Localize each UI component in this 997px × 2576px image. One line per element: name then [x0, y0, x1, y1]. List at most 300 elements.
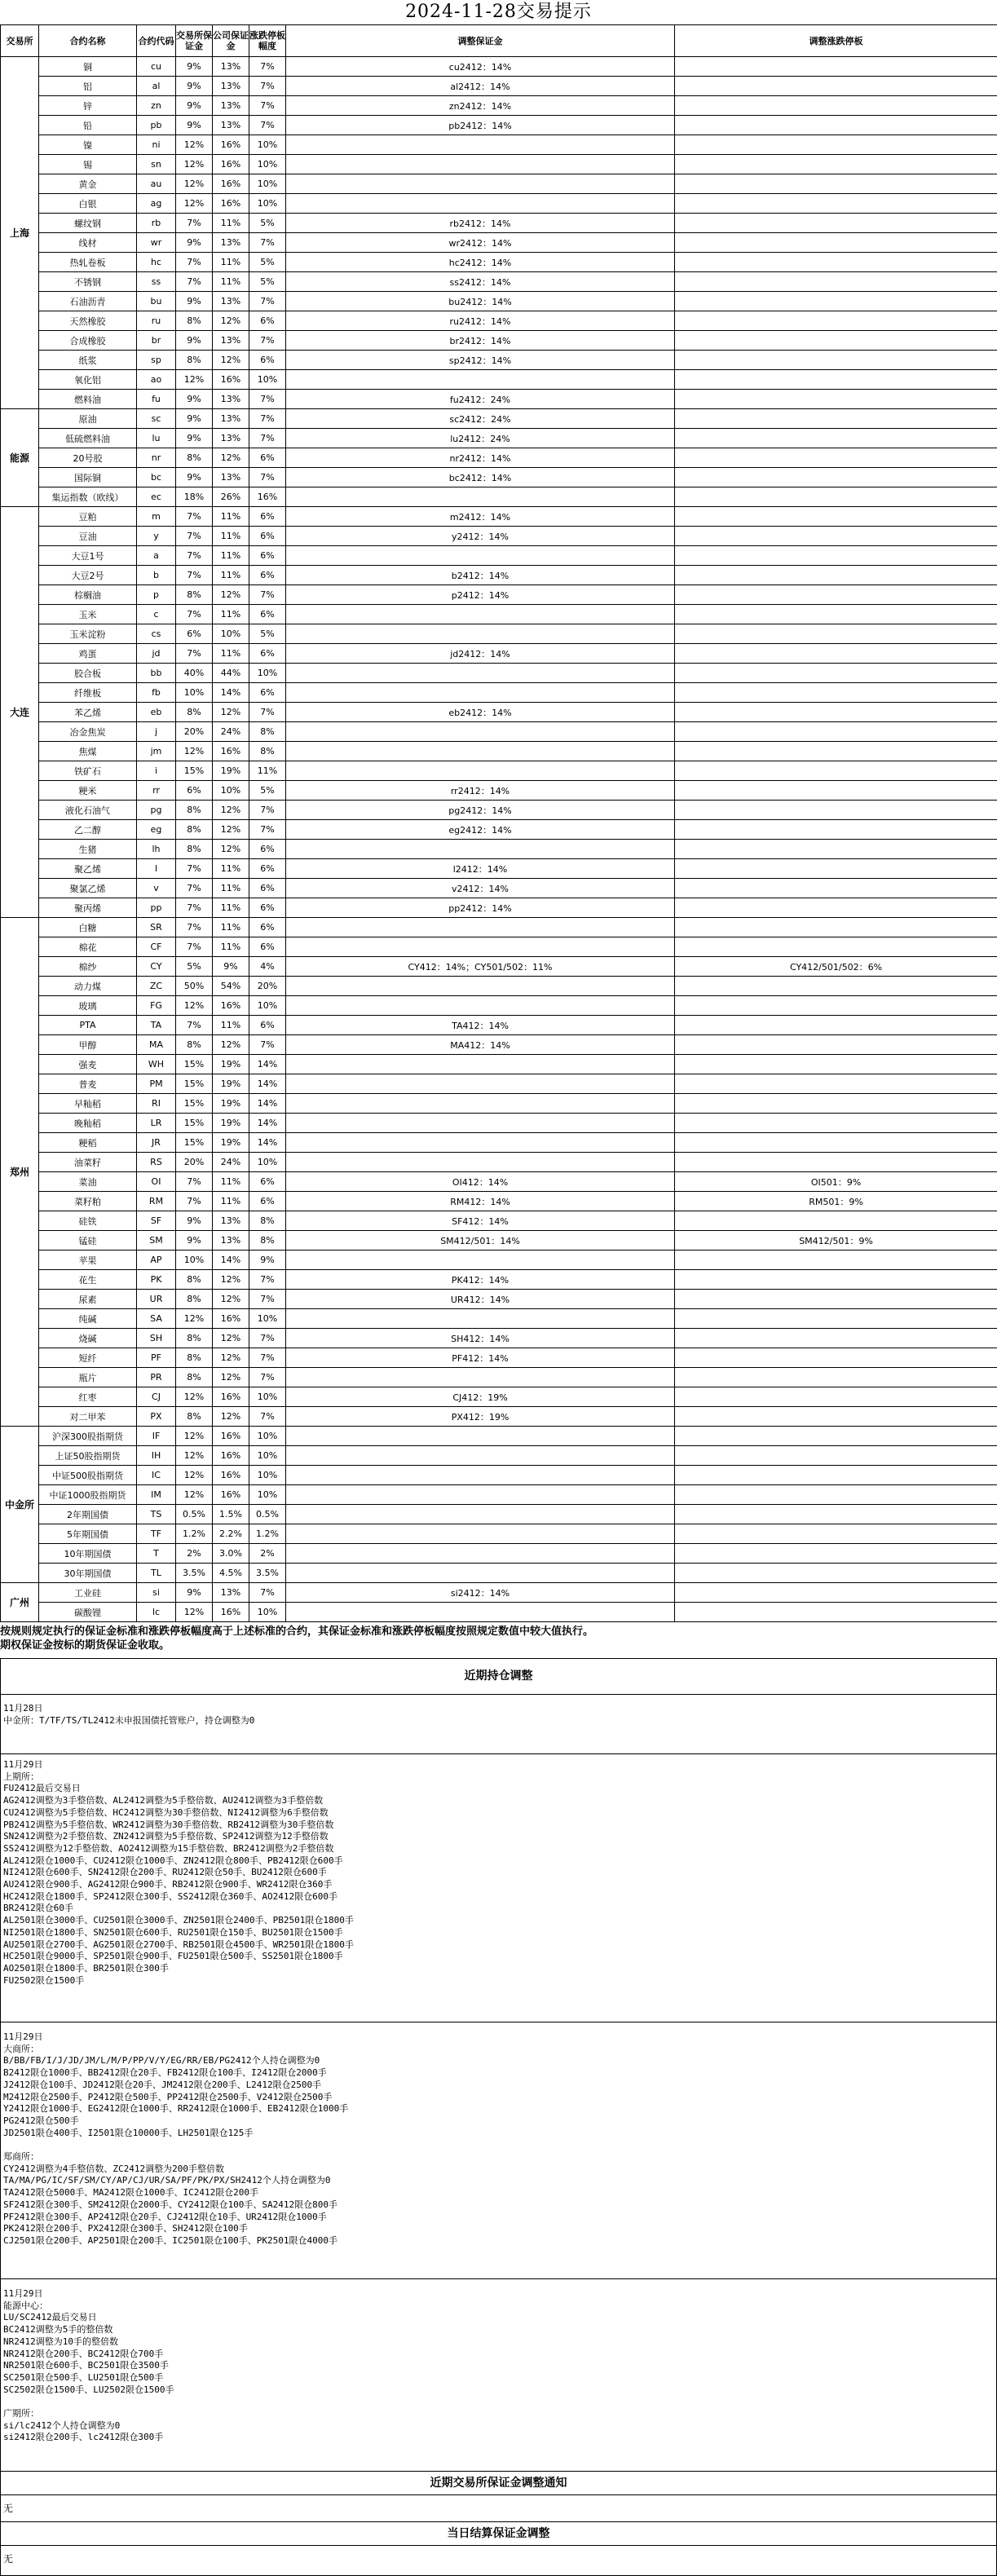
- adjusted-limit: [675, 879, 997, 898]
- company-margin: 12%: [213, 1368, 249, 1387]
- company-margin: 11%: [213, 898, 249, 918]
- table-row: [1, 351, 997, 370]
- adjusted-margin: [286, 174, 675, 194]
- company-margin: 12%: [213, 801, 249, 820]
- exchange-margin: 2%: [176, 1544, 213, 1564]
- adjusted-limit: [675, 272, 997, 292]
- company-margin: 16%: [213, 1446, 249, 1466]
- contract-code: ec: [137, 487, 176, 507]
- contract-name: 聚氯乙烯: [39, 879, 137, 898]
- contract-name: 上证50股指期货: [39, 1446, 137, 1466]
- contract-name: 玉米淀粉: [39, 624, 137, 644]
- price-limit: 7%: [249, 96, 286, 116]
- adjusted-margin: l2412：14%: [286, 859, 675, 879]
- adjusted-margin: [286, 1074, 675, 1094]
- contract-code: LR: [137, 1114, 176, 1133]
- exchange-margin: 9%: [176, 468, 213, 487]
- price-limit: 6%: [249, 898, 286, 918]
- table-row: [1, 96, 997, 116]
- position-block-dce-czce: 11月29日 大商所： B/BB/FB/I/J/JD/JM/L/M/P/PP/V/Y/EG/RR/EB/PG2412个人持仓调整为0 B2412限仓1000手、BB2412限仓20手、FB2412限仓100手、I2412限仓2000手 J2412限仓100手、JD2412限仓20手、JM2412限仓200手、L2412限仓2500手 M2412限仓2500手、P2412限仓500手、PP2412限仓2500手、V2412限仓2500手 Y2412限仓1000手、EG2412限仓1000手、RR2412限仓1000手、EB2412限仓1000手 PG2412限仓500手 JD2501限仓400手、I2501限仓10000手、LH2501限仓125手 郑商所： CY2412调整为4手整倍数、ZC2412调整为200手整倍数 TA/MA/PG/IC/SF/SM/CY/AP/CJ/UR/SA/PF/PK/PX/SH2412个人持仓调整为0 TA2412限仓5000手、MA2412限仓1000手、IC2412限仓200手 SF2412限仓300手、SM2412限仓2000手、CY2412限仓100手、SA2412限仓800手 PF2412限仓300手、AP2412限仓20手、CJ2412限仓10手、UR2412限仓1000手 PK2412限仓200手、PX2412限仓300手、SH2412限仓100手 CJ2501限仓200手、AP2501限仓200手、IC2501限仓100手、PK2501限仓4000手: [3, 2031, 349, 2246]
- table-row: [1, 1094, 997, 1114]
- price-limit: 2%: [249, 1544, 286, 1564]
- contract-code: PF: [137, 1348, 176, 1368]
- price-limit: 6%: [249, 448, 286, 468]
- price-limit: 10%: [249, 155, 286, 174]
- table-row: [1, 429, 997, 448]
- table-row: [1, 448, 997, 468]
- table-row: [1, 996, 997, 1016]
- price-limit: 7%: [249, 331, 286, 351]
- adjusted-limit: [675, 977, 997, 996]
- table-row: [1, 155, 997, 174]
- contract-code: au: [137, 174, 176, 194]
- company-margin: 12%: [213, 1290, 249, 1309]
- company-margin: 24%: [213, 722, 249, 742]
- adjusted-margin: eb2412：14%: [286, 703, 675, 722]
- exchange-margin: 8%: [176, 448, 213, 468]
- company-margin: 16%: [213, 174, 249, 194]
- exchange-margin: 8%: [176, 1290, 213, 1309]
- contract-code: TS: [137, 1505, 176, 1524]
- contract-name: 晚籼稻: [39, 1114, 137, 1133]
- exchange-margin: 7%: [176, 253, 213, 272]
- exchange-margin: 7%: [176, 644, 213, 664]
- exchange-margin: 10%: [176, 1251, 213, 1270]
- adjusted-margin: [286, 840, 675, 859]
- contract-code: FG: [137, 996, 176, 1016]
- exchange-margin: 12%: [176, 1427, 213, 1446]
- exchange-margin: 15%: [176, 1094, 213, 1114]
- contract-name: 工业硅: [39, 1583, 137, 1603]
- exchange-margin: 7%: [176, 859, 213, 879]
- adjusted-limit: [675, 155, 997, 174]
- price-limit: 6%: [249, 566, 286, 585]
- adjusted-margin: ru2412：14%: [286, 311, 675, 331]
- adjusted-limit: OI501：9%: [675, 1172, 997, 1192]
- price-limit: 6%: [249, 644, 286, 664]
- company-margin: 11%: [213, 546, 249, 566]
- adjusted-margin: [286, 761, 675, 781]
- company-margin: 11%: [213, 566, 249, 585]
- contract-name: 棕榈油: [39, 585, 137, 605]
- price-limit: 7%: [249, 77, 286, 96]
- adjusted-limit: [675, 840, 997, 859]
- table-row: [1, 1466, 997, 1485]
- adjusted-limit: [675, 1564, 997, 1583]
- adjusted-margin: UR412：14%: [286, 1290, 675, 1309]
- adjusted-limit: [675, 1544, 997, 1564]
- adjusted-margin: si2412：14%: [286, 1583, 675, 1603]
- company-margin: 11%: [213, 644, 249, 664]
- company-margin: 13%: [213, 96, 249, 116]
- exchange-margin: 7%: [176, 605, 213, 624]
- contract-code: j: [137, 722, 176, 742]
- exchange-margin: 9%: [176, 390, 213, 409]
- exchange-margin: 12%: [176, 996, 213, 1016]
- price-limit: 7%: [249, 1407, 286, 1427]
- table-row: [1, 977, 997, 996]
- contract-code: TA: [137, 1016, 176, 1035]
- exchange-margin: 9%: [176, 292, 213, 311]
- price-limit: 8%: [249, 1211, 286, 1231]
- price-limit: 10%: [249, 174, 286, 194]
- contract-code: ag: [137, 194, 176, 214]
- adjusted-limit: [675, 1290, 997, 1309]
- divider: [0, 2545, 997, 2546]
- adjusted-margin: [286, 977, 675, 996]
- exchange-margin: 6%: [176, 624, 213, 644]
- exchange-margin: 12%: [176, 742, 213, 761]
- company-margin: 19%: [213, 1055, 249, 1074]
- company-margin: 11%: [213, 1016, 249, 1035]
- price-limit: 7%: [249, 116, 286, 135]
- adjusted-margin: [286, 1524, 675, 1544]
- price-limit: 6%: [249, 859, 286, 879]
- contract-code: IM: [137, 1485, 176, 1505]
- contract-name: 菜油: [39, 1172, 137, 1192]
- adjusted-margin: CJ412：19%: [286, 1387, 675, 1407]
- exchange-margin: 9%: [176, 1211, 213, 1231]
- table-row: [1, 1564, 997, 1583]
- contract-name: 纯碱: [39, 1309, 137, 1329]
- adjusted-limit: [675, 351, 997, 370]
- company-margin: 19%: [213, 1074, 249, 1094]
- adjusted-limit: [675, 1114, 997, 1133]
- price-limit: 6%: [249, 527, 286, 546]
- rules-note: 按规则规定执行的保证金标准和涨跌停板幅度高于上述标准的合约，其保证金标准和涨跌停板幅度按照规定数值中较大值执行。 期权保证金按标的期货保证金收取。: [0, 1625, 594, 1652]
- exchange-margin: 7%: [176, 1172, 213, 1192]
- adjusted-limit: [675, 1094, 997, 1114]
- price-limit: 7%: [249, 1368, 286, 1387]
- contract-code: SF: [137, 1211, 176, 1231]
- contract-code: ZC: [137, 977, 176, 996]
- exchange-margin: 12%: [176, 174, 213, 194]
- exchange-margin: 8%: [176, 1329, 213, 1348]
- table-row: [1, 703, 997, 722]
- col-adjusted-margin: 调整保证金: [286, 25, 675, 57]
- contract-name: 大豆1号: [39, 546, 137, 566]
- company-margin: 19%: [213, 1133, 249, 1153]
- contract-code: bb: [137, 664, 176, 683]
- contract-name: 白糖: [39, 918, 137, 937]
- company-margin: 24%: [213, 1153, 249, 1172]
- contract-code: b: [137, 566, 176, 585]
- contract-name: 线材: [39, 233, 137, 253]
- exchange-margin: 12%: [176, 1309, 213, 1329]
- table-row: [1, 527, 997, 546]
- contract-code: cs: [137, 624, 176, 644]
- adjusted-margin: cu2412：14%: [286, 57, 675, 77]
- adjusted-margin: [286, 370, 675, 390]
- table-row: [1, 820, 997, 840]
- adjusted-limit: [675, 468, 997, 487]
- table-row: [1, 664, 997, 683]
- exchange-margin: 7%: [176, 918, 213, 937]
- exchange-margin: 8%: [176, 820, 213, 840]
- contract-name: 豆油: [39, 527, 137, 546]
- contract-code: fu: [137, 390, 176, 409]
- exchange-margin: 7%: [176, 898, 213, 918]
- price-limit: 0.5%: [249, 1505, 286, 1524]
- adjusted-margin: [286, 1309, 675, 1329]
- table-row: [1, 507, 997, 527]
- contract-code: UR: [137, 1290, 176, 1309]
- adjusted-margin: al2412：14%: [286, 77, 675, 96]
- adjusted-margin: pb2412：14%: [286, 116, 675, 135]
- contract-name: 粳稻: [39, 1133, 137, 1153]
- adjusted-limit: [675, 1270, 997, 1290]
- adjusted-margin: rr2412：14%: [286, 781, 675, 801]
- table-row: [1, 487, 997, 507]
- table-row: [1, 585, 997, 605]
- adjusted-margin: lu2412：24%: [286, 429, 675, 448]
- contract-code: TL: [137, 1564, 176, 1583]
- table-row: [1, 761, 997, 781]
- contract-name: 大豆2号: [39, 566, 137, 585]
- table-row: [1, 1603, 997, 1622]
- table-row: [1, 1309, 997, 1329]
- price-limit: 6%: [249, 351, 286, 370]
- company-margin: 13%: [213, 77, 249, 96]
- price-limit: 10%: [249, 1485, 286, 1505]
- adjusted-limit: [675, 1368, 997, 1387]
- exchange-margin: 12%: [176, 1446, 213, 1466]
- company-margin: 11%: [213, 1192, 249, 1211]
- adjusted-limit: [675, 1348, 997, 1368]
- contract-code: si: [137, 1583, 176, 1603]
- company-margin: 16%: [213, 742, 249, 761]
- adjusted-margin: [286, 1603, 675, 1622]
- table-row: [1, 1231, 997, 1251]
- table-row: [1, 781, 997, 801]
- price-limit: 14%: [249, 1055, 286, 1074]
- price-limit: 10%: [249, 1446, 286, 1466]
- contract-code: MA: [137, 1035, 176, 1055]
- adjusted-margin: ss2412：14%: [286, 272, 675, 292]
- contract-code: CJ: [137, 1387, 176, 1407]
- contract-code: SH: [137, 1329, 176, 1348]
- adjusted-margin: PK412：14%: [286, 1270, 675, 1290]
- contract-name: 石油沥青: [39, 292, 137, 311]
- contract-name: 锡: [39, 155, 137, 174]
- company-margin: 11%: [213, 1172, 249, 1192]
- price-limit: 8%: [249, 1231, 286, 1251]
- exchange-margin: 8%: [176, 801, 213, 820]
- adjusted-limit: [675, 801, 997, 820]
- company-margin: 44%: [213, 664, 249, 683]
- contract-code: RM: [137, 1192, 176, 1211]
- adjusted-margin: CY412：14%；CY501/502：11%: [286, 957, 675, 977]
- adjusted-limit: [675, 1055, 997, 1074]
- price-limit: 5%: [249, 214, 286, 233]
- exchange-margin: 8%: [176, 311, 213, 331]
- adjusted-limit: [675, 507, 997, 527]
- table-row: [1, 1270, 997, 1290]
- contract-name: 集运指数（欧线）: [39, 487, 137, 507]
- adjusted-margin: [286, 1251, 675, 1270]
- page-title: 2024-11-28交易提示: [405, 2, 592, 22]
- col-company-margin: 公司保证金: [213, 25, 249, 57]
- company-margin: 11%: [213, 527, 249, 546]
- adjusted-margin: jd2412：14%: [286, 644, 675, 664]
- price-limit: 10%: [249, 1427, 286, 1446]
- adjusted-limit: SM412/501：9%: [675, 1231, 997, 1251]
- price-limit: 7%: [249, 390, 286, 409]
- contract-code: IH: [137, 1446, 176, 1466]
- company-margin: 12%: [213, 820, 249, 840]
- adjusted-margin: hc2412：14%: [286, 253, 675, 272]
- exchange-margin: 9%: [176, 1231, 213, 1251]
- contract-code: PK: [137, 1270, 176, 1290]
- adjusted-margin: br2412：14%: [286, 331, 675, 351]
- contract-code: TF: [137, 1524, 176, 1544]
- adjusted-margin: wr2412：14%: [286, 233, 675, 253]
- exchange-margin: 18%: [176, 487, 213, 507]
- exchange-margin: 8%: [176, 1348, 213, 1368]
- contract-code: c: [137, 605, 176, 624]
- adjusted-margin: [286, 683, 675, 703]
- contract-code: eb: [137, 703, 176, 722]
- adjusted-margin: [286, 1466, 675, 1485]
- price-limit: 4%: [249, 957, 286, 977]
- adjusted-limit: CY412/501/502：6%: [675, 957, 997, 977]
- exchange-margin: 7%: [176, 879, 213, 898]
- table-row: [1, 174, 997, 194]
- company-margin: 11%: [213, 214, 249, 233]
- exchange-notice-text: 无: [3, 2503, 14, 2514]
- company-margin: 19%: [213, 761, 249, 781]
- contract-name: 油菜籽: [39, 1153, 137, 1172]
- contract-name: 棉纱: [39, 957, 137, 977]
- contract-name: 瓶片: [39, 1368, 137, 1387]
- contract-code: lc: [137, 1603, 176, 1622]
- table-row: [1, 57, 997, 77]
- table-row: [1, 1407, 997, 1427]
- table-row: [1, 370, 997, 390]
- margin-table: [0, 24, 997, 1622]
- adjusted-margin: PF412：14%: [286, 1348, 675, 1368]
- adjusted-limit: [675, 135, 997, 155]
- settlement-heading: 当日结算保证金调整: [447, 2527, 550, 2540]
- exchange-margin: 12%: [176, 1603, 213, 1622]
- table-row: [1, 957, 997, 977]
- price-limit: 10%: [249, 1603, 286, 1622]
- adjusted-limit: [675, 174, 997, 194]
- adjusted-margin: sc2412：24%: [286, 409, 675, 429]
- adjusted-margin: [286, 722, 675, 742]
- adjusted-margin: nr2412：14%: [286, 448, 675, 468]
- company-margin: 11%: [213, 859, 249, 879]
- contract-code: ss: [137, 272, 176, 292]
- settlement-text: 无: [3, 2553, 14, 2565]
- table-row: [1, 1074, 997, 1094]
- contract-code: m: [137, 507, 176, 527]
- adjusted-limit: [675, 292, 997, 311]
- table-row: [1, 1133, 997, 1153]
- adjusted-margin: b2412：14%: [286, 566, 675, 585]
- adjusted-limit: [675, 331, 997, 351]
- contract-name: 短纤: [39, 1348, 137, 1368]
- contract-code: ao: [137, 370, 176, 390]
- price-limit: 10%: [249, 370, 286, 390]
- contract-code: y: [137, 527, 176, 546]
- price-limit: 7%: [249, 820, 286, 840]
- company-margin: 12%: [213, 311, 249, 331]
- contract-code: sp: [137, 351, 176, 370]
- adjusted-margin: [286, 1446, 675, 1466]
- adjusted-margin: [286, 1153, 675, 1172]
- company-margin: 13%: [213, 1583, 249, 1603]
- adjusted-limit: [675, 546, 997, 566]
- exchange-margin: 12%: [176, 370, 213, 390]
- contract-name: 豆粕: [39, 507, 137, 527]
- adjusted-limit: [675, 409, 997, 429]
- contract-name: 玉米: [39, 605, 137, 624]
- adjusted-limit: [675, 311, 997, 331]
- adjusted-margin: [286, 624, 675, 644]
- company-margin: 11%: [213, 918, 249, 937]
- contract-code: lu: [137, 429, 176, 448]
- contract-name: 铁矿石: [39, 761, 137, 781]
- adjusted-limit: [675, 566, 997, 585]
- table-row: [1, 801, 997, 820]
- price-limit: 10%: [249, 664, 286, 683]
- contract-code: nr: [137, 448, 176, 468]
- contract-code: bc: [137, 468, 176, 487]
- exchange-margin: 8%: [176, 585, 213, 605]
- col-code: 合约代码: [137, 25, 176, 57]
- adjusted-limit: [675, 761, 997, 781]
- col-limit: 涨跌停板幅度: [249, 25, 286, 57]
- contract-name: 氧化铝: [39, 370, 137, 390]
- company-margin: 16%: [213, 155, 249, 174]
- company-margin: 11%: [213, 879, 249, 898]
- adjusted-margin: MA412：14%: [286, 1035, 675, 1055]
- price-limit: 10%: [249, 1309, 286, 1329]
- contract-name: 碳酸锂: [39, 1603, 137, 1622]
- adjusted-margin: SM412/501：14%: [286, 1231, 675, 1251]
- price-limit: 7%: [249, 1329, 286, 1348]
- contract-name: 冶金焦炭: [39, 722, 137, 742]
- exchange-margin: 0.5%: [176, 1505, 213, 1524]
- table-body: [1, 57, 997, 1622]
- price-limit: 7%: [249, 801, 286, 820]
- exchange-margin: 7%: [176, 546, 213, 566]
- contract-name: 胶合板: [39, 664, 137, 683]
- company-margin: 13%: [213, 1211, 249, 1231]
- adjusted-margin: p2412：14%: [286, 585, 675, 605]
- contract-name: 对二甲苯: [39, 1407, 137, 1427]
- contract-name: 中证500股指期货: [39, 1466, 137, 1485]
- exchange-margin: 9%: [176, 116, 213, 135]
- price-limit: 10%: [249, 1466, 286, 1485]
- contract-code: ni: [137, 135, 176, 155]
- exchange-margin: 9%: [176, 409, 213, 429]
- table-row: [1, 1192, 997, 1211]
- price-limit: 14%: [249, 1133, 286, 1153]
- contract-name: 原油: [39, 409, 137, 429]
- exchange-margin: 9%: [176, 233, 213, 253]
- contract-code: p: [137, 585, 176, 605]
- price-limit: 6%: [249, 840, 286, 859]
- table-row: [1, 1485, 997, 1505]
- table-row: [1, 1172, 997, 1192]
- contract-code: fb: [137, 683, 176, 703]
- contract-code: RS: [137, 1153, 176, 1172]
- adjusted-limit: [675, 429, 997, 448]
- position-block-cffex: 11月28日 中金所：T/TF/TS/TL2412未申报国债托管账户，持仓调整为0: [3, 1703, 255, 1726]
- adjusted-margin: m2412：14%: [286, 507, 675, 527]
